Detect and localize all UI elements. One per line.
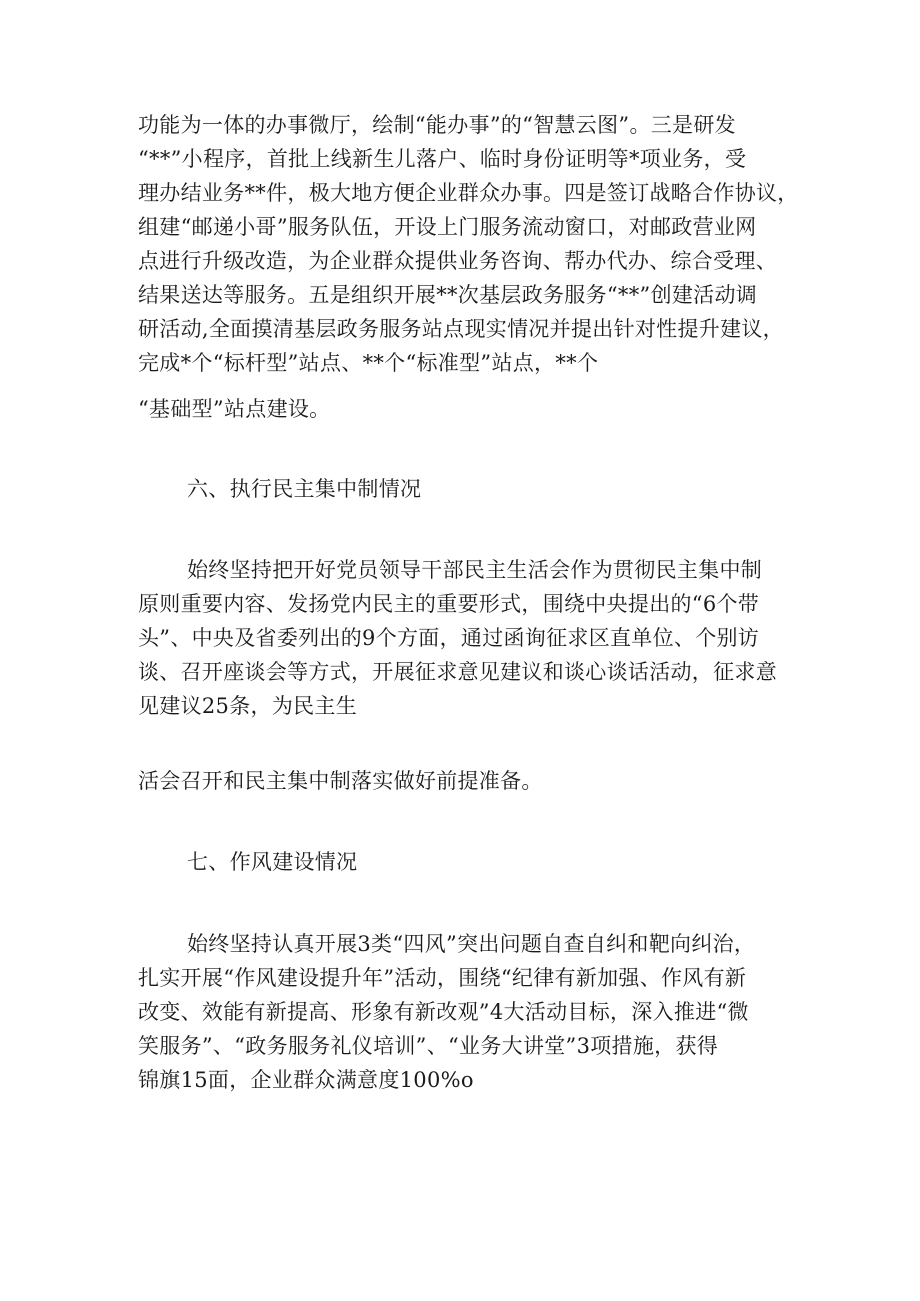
paragraph-line: 结果送达等服务。五是组织开展**次基层政务服务“**”创建活动调 [138,283,758,307]
paragraph-line: 始终坚持把开好党员领导干部民主生活会作为贯彻民主集中制 [187,558,763,582]
paragraph-line: 研活动,全面摸清基层政务服务站点现实情况并提出针对性提升建议， [138,317,784,341]
section-heading-6: 六、执行民主集中制情况 [187,477,422,501]
paragraph-line: 改变、效能有新提高、形象有新改观”4大活动目标，深入推进“微 [138,1000,749,1024]
section-heading-7: 七、作风建设情况 [187,850,358,874]
paragraph-line: 见建议25条，为民主生 [138,694,358,718]
paragraph-line: 原则重要内容、发扬党内民主的重要形式，围绕中央提出的“6个带 [138,592,760,616]
paragraph-line: 完成*个“标杆型”站点、**个“标准型”站点，**个 [138,351,599,375]
paragraph-line: 活会召开和民主集中制落实做好前提准备。 [138,769,543,793]
paragraph-line: 组建“邮递小哥”服务队伍，开设上门服务流动窗口，对邮政营业网 [138,215,757,239]
paragraph-line: 谈、召开座谈会等方式，开展征求意见建议和谈心谈话活动，征求意 [138,660,777,684]
paragraph-line: “基础型”站点建设。 [138,397,331,421]
paragraph-line: “**”小程序，首批上线新生儿落户、临时身份证明等*项业务，受 [138,147,747,171]
paragraph-line: 锦旗15面，企业群众满意度100%o [138,1068,474,1092]
paragraph-line: 始终坚持认真开展3类“四风”突出问题自查自纠和靶向纠治， [187,932,756,956]
paragraph-line: 头”、中央及省委列出的9个方面，通过函询征求区直单位、个别访 [138,626,760,650]
paragraph-line: 扎实开展“作风建设提升年”活动，围绕“纪律有新加强、作风有新 [138,966,747,990]
paragraph-line: 笑服务”、“政务服务礼仪培训”、“业务大讲堂”3项措施，获得 [138,1034,719,1058]
paragraph-line: 点进行升级改造，为企业群众提供业务咨询、帮办代办、综合受理、 [138,249,777,273]
paragraph-line: 理办结业务**件，极大地方便企业群众办事。四是签订战略合作协议， [138,181,799,205]
paragraph-line: 功能为一体的办事微厅，绘制“能办事”的“智慧云图”。三是研发 [138,113,736,137]
